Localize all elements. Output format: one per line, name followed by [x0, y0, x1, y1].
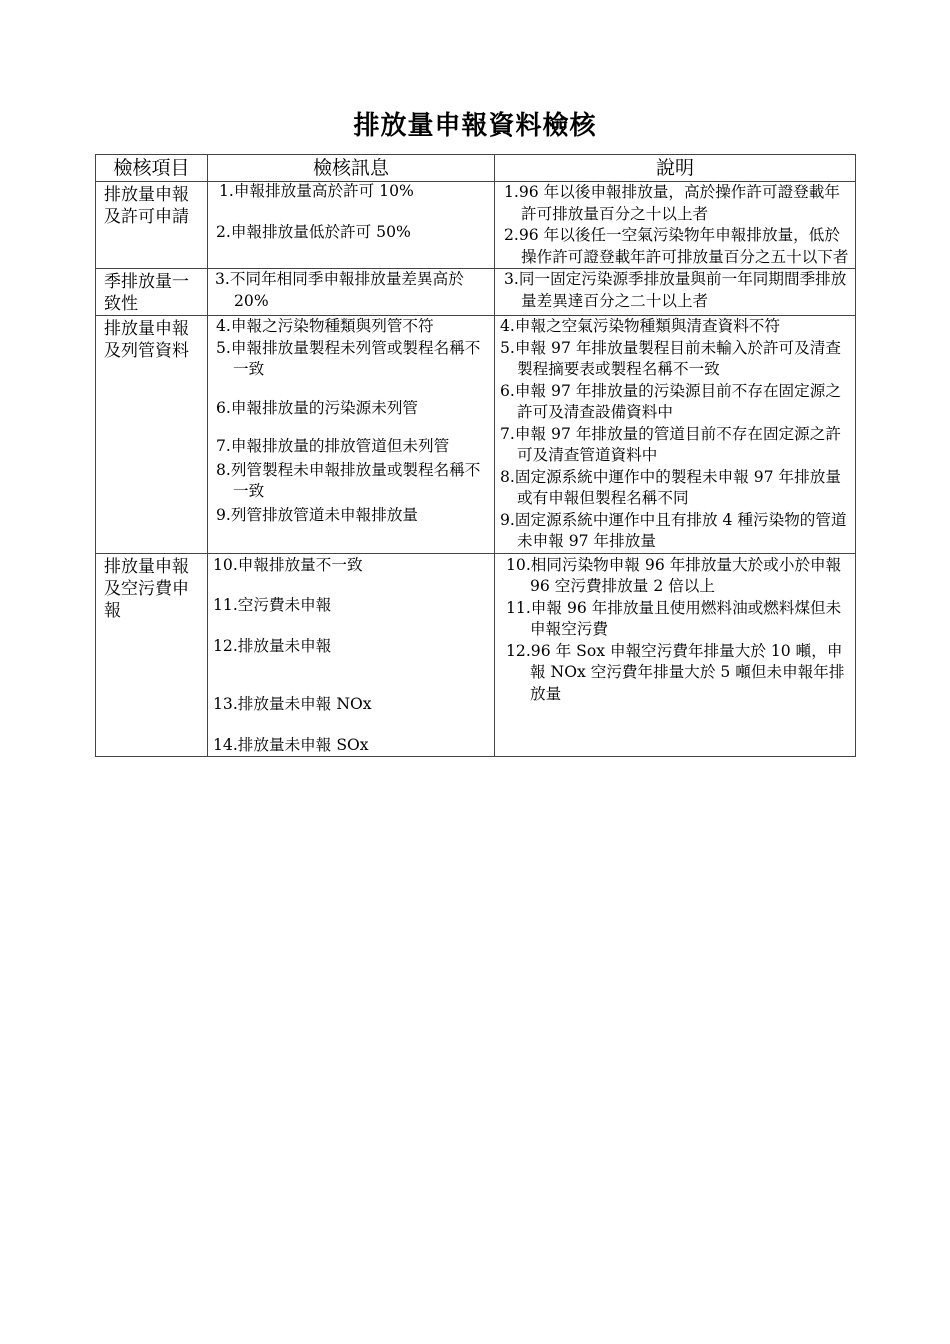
row-descriptions	[495, 269, 856, 316]
row-messages	[208, 182, 495, 269]
list-item: 5.申報排放量製程未列管或製程名稱不一致	[216, 338, 481, 378]
row-descriptions	[495, 182, 856, 269]
list-item: 11.空污費未申報	[213, 596, 332, 614]
list-item: 1.96 年以後申報排放量，高於操作許可證登載年許可排放量百分之十以上者	[504, 183, 840, 223]
header-category: 檢核項目	[96, 155, 208, 182]
row-category: 排放量申報及列管資料	[96, 316, 208, 554]
list-item: 3.同一固定污染源季排放量與前一年同期間季排放量差異達百分之二十以上者	[504, 270, 847, 310]
list-item: 2.96 年以後任一空氣污染物年申報排放量，低於操作許可證登載年許可排放量百分之五十以下者	[504, 226, 849, 266]
list-item: 9.固定源系統中運作中且有排放 4 種污染物的管道未申報 97 年排放量	[500, 510, 847, 550]
list-item: 4.申報之污染物種類與列管不符	[216, 317, 434, 335]
list-item: 12.排放量未申報	[213, 636, 332, 655]
table-row	[96, 182, 856, 269]
list-item: 6.申報排放量的污染源未列管	[216, 398, 419, 417]
list-item: 9.列管排放管道未申報排放量	[216, 505, 419, 524]
list-item: 11.申報 96 年排放量且使用燃料油或燃料煤但未申報空污費	[506, 598, 842, 638]
list-item: 8.固定源系統中運作中的製程未申報 97 年排放量或有申報但製程名稱不同	[500, 467, 841, 507]
list-item: 4.申報之空氣污染物種類與清查資料不符	[500, 317, 780, 335]
row-category: 排放量申報及許可申請	[96, 182, 208, 269]
row-messages	[208, 553, 495, 757]
row-descriptions	[495, 553, 856, 757]
row-messages	[208, 316, 495, 554]
list-item: 14.排放量未申報 SOx	[213, 735, 369, 754]
list-item: 13.排放量未申報 NOx	[213, 695, 372, 713]
table-row	[96, 269, 856, 316]
list-item: 7.申報 97 年排放量的管道目前不存在固定源之許可及清查管道資料中	[500, 424, 841, 464]
row-category: 排放量申報及空污費申報	[96, 553, 208, 757]
audit-table	[95, 154, 856, 757]
header-description: 說明	[495, 155, 856, 182]
list-item: 7.申報排放量的排放管道但未列管	[216, 437, 450, 455]
page-title: 排放量申報資料檢核	[353, 111, 597, 141]
table-header-row	[96, 155, 856, 182]
list-item: 10.申報排放量不一致	[213, 555, 363, 574]
list-item: 5.申報 97 年排放量製程目前未輸入於許可及清查製程摘要表或製程名稱不一致	[500, 338, 841, 378]
table-row	[96, 316, 856, 554]
list-item: 10.相同污染物申報 96 年排放量大於或小於申報 96 空污費排放量 2 倍以上	[506, 555, 842, 595]
list-item: 6.申報 97 年排放量的污染源目前不存在固定源之許可及清查設備資料中	[500, 381, 841, 421]
row-category: 季排放量一致性	[96, 269, 208, 316]
row-descriptions	[495, 316, 856, 554]
list-item: 3.不同年相同季申報排放量差異高於 20%	[215, 270, 464, 310]
table-row	[96, 553, 856, 757]
list-item: 2.申報排放量低於許可 50%	[216, 222, 411, 241]
header-message: 檢核訊息	[208, 155, 495, 182]
list-item: 1.申報排放量高於許可 10%	[219, 182, 414, 200]
row-messages	[208, 269, 495, 316]
list-item: 12.96 年 Sox 申報空污費年排量大於 10 噸，申報 NOx 空污費年排量大於 5 噸但未申報年排放量	[506, 641, 845, 703]
list-item: 8.列管製程未申報排放量或製程名稱不一致	[216, 460, 481, 500]
